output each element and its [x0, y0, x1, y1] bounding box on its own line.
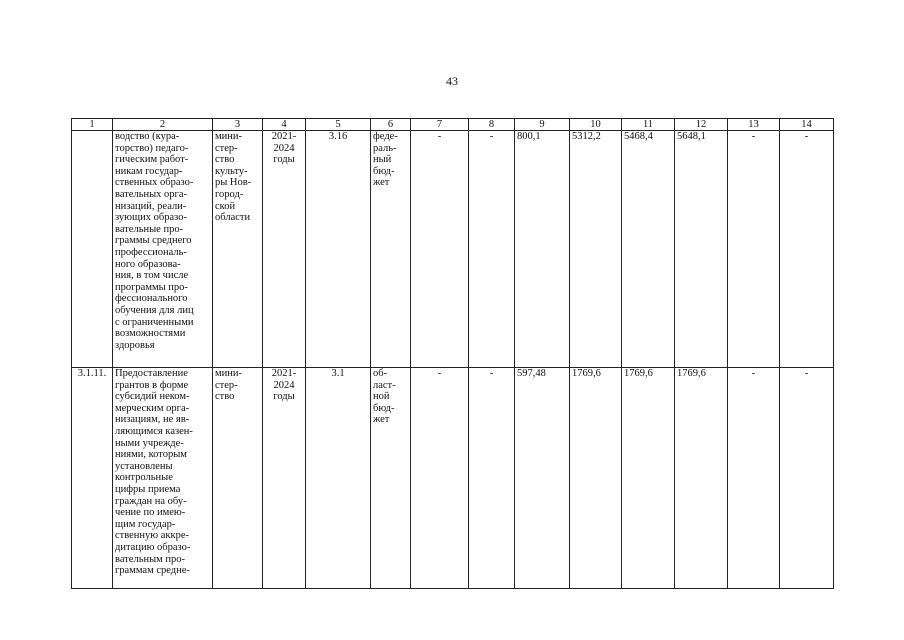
item-period: 2021- 2024 годы	[263, 368, 306, 589]
item-value: -	[780, 368, 834, 589]
program-table	[71, 118, 834, 589]
item-value: 800,1	[515, 131, 570, 368]
item-name: Предоставление грантов в форме субсидий неком- мерческим орга- низациям, не яв- ляющимся казен- ными учрежде- ниями, которым установлены контрольные цифры приема граждан на обу- чение по имею- щим государ- ственную аккре- дитацию образо- вательным про- граммам средне-	[113, 368, 213, 589]
item-value: 1769,6	[675, 368, 728, 589]
column-header: 5	[306, 119, 371, 131]
column-header: 4	[263, 119, 306, 131]
item-funding-source: феде- раль- ный бюд- жет	[371, 131, 411, 368]
column-number-row	[72, 119, 834, 131]
item-value: -	[728, 131, 780, 368]
column-header: 10	[570, 119, 622, 131]
item-value: -	[728, 368, 780, 589]
column-header: 8	[469, 119, 515, 131]
column-header: 12	[675, 119, 728, 131]
item-target: 3.1	[306, 368, 371, 589]
column-header: 9	[515, 119, 570, 131]
item-value: -	[780, 131, 834, 368]
column-header: 3	[213, 119, 263, 131]
item-executor: мини- стер- ство культу- ры Нов- город- ской области	[213, 131, 263, 368]
item-value: -	[469, 368, 515, 589]
column-header: 1	[72, 119, 113, 131]
item-value: 5468,4	[622, 131, 675, 368]
item-value: -	[469, 131, 515, 368]
item-value: 1769,6	[570, 368, 622, 589]
item-value: -	[411, 368, 469, 589]
item-value: -	[411, 131, 469, 368]
column-header: 2	[113, 119, 213, 131]
column-header: 13	[728, 119, 780, 131]
item-value: 5312,2	[570, 131, 622, 368]
page-number: 43	[446, 74, 458, 88]
column-header: 14	[780, 119, 834, 131]
item-executor: мини- стер- ство	[213, 368, 263, 589]
table-row	[72, 131, 834, 368]
item-value: 5648,1	[675, 131, 728, 368]
item-period: 2021- 2024 годы	[263, 131, 306, 368]
item-funding-source: об- ласт- ной бюд- жет	[371, 368, 411, 589]
column-header: 7	[411, 119, 469, 131]
column-header: 6	[371, 119, 411, 131]
item-value: 597,48	[515, 368, 570, 589]
table-row	[72, 368, 834, 589]
item-number: 3.1.11.	[72, 368, 113, 589]
item-value: 1769,6	[622, 368, 675, 589]
item-name: водство (кура- торство) педаго- гическим работ- никам государ- ственных образо- вательных орга- низаций, реали- зующих образо- вательные про- граммы среднего профессиональ- ного образова- ния, в том числе программы про- фессионального обучения для лиц с ограниченными возможностями здоровья	[113, 131, 213, 368]
item-target: 3.16	[306, 131, 371, 368]
item-number	[72, 131, 113, 368]
column-header: 11	[622, 119, 675, 131]
